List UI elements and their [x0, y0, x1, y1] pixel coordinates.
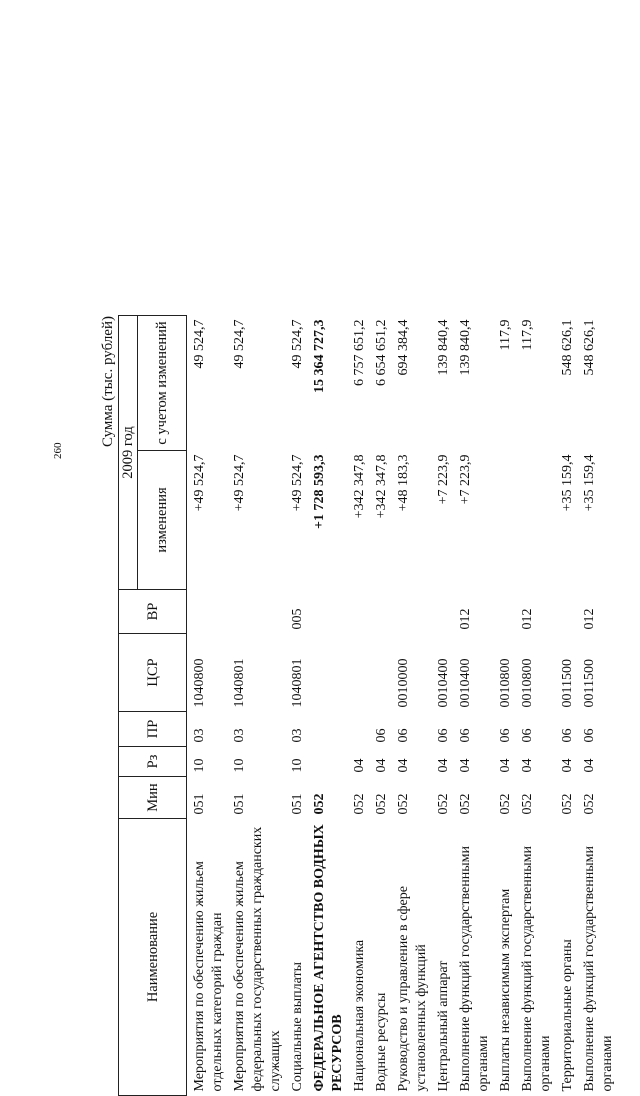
cell-csr: 0011500	[582, 659, 597, 708]
cell-change: +48 183,3	[396, 454, 411, 512]
cell-pr: 06	[436, 728, 451, 743]
cell-csr: 0010000	[396, 658, 411, 708]
cell-vr	[310, 590, 350, 634]
cell-total: 49 524,7	[232, 319, 247, 369]
cell-pr: 06	[458, 728, 473, 743]
table-row	[558, 315, 580, 1095]
table-row	[230, 315, 288, 1095]
cell-csr: 0011500	[560, 659, 575, 708]
cell-name: Социальные выплаты	[290, 961, 305, 1092]
cell-total: 49 524,7	[290, 319, 305, 369]
cell-min: 051	[290, 793, 305, 815]
cell-rz: 04	[560, 758, 575, 773]
cell-vr: 012	[520, 608, 535, 630]
cell-vr	[230, 590, 288, 634]
cell-min: 051	[192, 793, 207, 815]
cell-total: 694 384,4	[396, 319, 411, 376]
cell-min: 052	[582, 793, 597, 815]
cell-pr: 06	[374, 728, 389, 743]
header-year: 2009 год	[119, 315, 138, 589]
cell-rz: 04	[374, 758, 389, 773]
cell-name: Выполнение функций государственными органами	[582, 846, 615, 1092]
cell-name: Мероприятия по обеспечению жильем федеральных государственных гражданских служащих	[232, 826, 283, 1092]
table-row	[310, 315, 350, 1095]
cell-vr: 012	[458, 608, 473, 630]
cell-rz: 10	[232, 758, 247, 773]
page-number: 260	[52, 442, 64, 459]
cell-change: +7 223,9	[458, 454, 473, 505]
table-row	[394, 315, 434, 1095]
cell-csr	[372, 634, 394, 712]
cell-name: Выполнение функций государственными органами	[458, 846, 491, 1092]
cell-total: 6 654 651,2	[374, 319, 389, 386]
header-name: Наименование	[119, 819, 187, 1096]
cell-pr: 06	[560, 728, 575, 743]
cell-min: 052	[458, 793, 473, 815]
cell-change: +1 728 593,3	[312, 454, 327, 529]
table-row	[187, 315, 231, 1095]
cell-csr	[310, 634, 350, 712]
cell-total: 139 840,4	[436, 319, 451, 376]
cell-total: 548 626,1	[560, 319, 575, 376]
cell-min: 051	[232, 793, 247, 815]
cell-vr	[394, 590, 434, 634]
cell-name: Водные ресурсы	[374, 992, 389, 1092]
cell-pr: 06	[582, 728, 597, 743]
cell-change: +342 347,8	[374, 454, 389, 519]
cell-change: +49 524,7	[192, 454, 207, 512]
cell-csr: 1040801	[232, 658, 247, 708]
budget-sheet	[98, 316, 615, 1096]
cell-total: 15 364 727,3	[312, 319, 327, 393]
cell-pr: 06	[396, 728, 411, 743]
table-row	[288, 315, 310, 1095]
cell-min: 052	[374, 793, 389, 815]
cell-pr: 03	[232, 728, 247, 743]
cell-min: 052	[312, 793, 327, 815]
cell-vr	[434, 590, 456, 634]
cell-csr	[350, 634, 372, 712]
cell-name: Национальная экономика	[352, 939, 367, 1092]
cell-min: 052	[352, 793, 367, 815]
header-with-changes: с учетом изменений	[138, 315, 187, 450]
header-rz: Рз	[119, 747, 187, 777]
cell-min: 052	[520, 793, 535, 815]
cell-vr	[496, 590, 518, 634]
table-row	[456, 315, 496, 1095]
cell-pr	[350, 712, 372, 747]
cell-rz: 04	[458, 758, 473, 773]
cell-min: 052	[560, 793, 575, 815]
table-row	[372, 315, 394, 1095]
table-row	[580, 315, 620, 1095]
cell-total: 6 757 651,2	[352, 319, 367, 386]
cell-change	[518, 451, 558, 590]
cell-csr: 1040801	[290, 658, 305, 708]
cell-total: 139 840,4	[458, 319, 473, 376]
cell-rz: 10	[290, 758, 305, 773]
cell-min: 052	[396, 793, 411, 815]
cell-pr	[310, 712, 350, 747]
cell-csr: 0010800	[520, 658, 535, 708]
cell-change: +35 159,4	[582, 454, 597, 512]
cell-change: +342 347,8	[352, 454, 367, 519]
cell-rz: 10	[192, 758, 207, 773]
cell-pr: 03	[290, 728, 305, 743]
cell-name: Выплаты независимым экспертам	[498, 888, 513, 1092]
cell-change: +49 524,7	[232, 454, 247, 512]
cell-pr: 06	[520, 728, 535, 743]
cell-vr	[558, 590, 580, 634]
cell-rz: 04	[582, 758, 597, 773]
table-row	[518, 315, 558, 1095]
cell-csr: 1040800	[192, 658, 207, 708]
cell-name: Территориальные органы	[560, 939, 575, 1092]
header-changes: изменения	[138, 451, 187, 590]
cell-rz	[310, 747, 350, 777]
cell-vr	[372, 590, 394, 634]
cell-csr: 0010400	[436, 658, 451, 708]
table-row	[496, 315, 518, 1095]
table-row	[434, 315, 456, 1095]
cell-name: Мероприятия по обеспечению жильем отдельных категорий граждан	[192, 861, 225, 1092]
cell-pr: 06	[498, 728, 513, 743]
header-min: Мин	[119, 777, 187, 819]
cell-change: +7 223,9	[436, 454, 451, 505]
table-row	[350, 315, 372, 1095]
header-pr: ПР	[119, 712, 187, 747]
cell-name: Руководство и управление в сфере установленных функций	[396, 886, 429, 1092]
cell-vr: 012	[582, 608, 597, 630]
header-vr: ВР	[119, 590, 187, 634]
cell-rz: 04	[352, 758, 367, 773]
cell-change: +49 524,7	[290, 454, 305, 512]
cell-min: 052	[498, 793, 513, 815]
budget-table	[118, 315, 620, 1096]
cell-vr	[187, 590, 231, 634]
cell-vr: 005	[290, 608, 305, 630]
cell-total: 117,9	[498, 319, 513, 351]
cell-rz: 04	[520, 758, 535, 773]
header-csr: ЦСР	[119, 634, 187, 712]
unit-caption: Сумма (тыс. рублей)	[100, 316, 116, 448]
cell-csr: 0010400	[458, 658, 473, 708]
cell-change	[496, 451, 518, 590]
cell-pr: 03	[192, 728, 207, 743]
cell-vr	[350, 590, 372, 634]
cell-min: 052	[436, 793, 451, 815]
cell-rz: 04	[498, 758, 513, 773]
cell-csr: 0010800	[498, 658, 513, 708]
cell-change: +35 159,4	[560, 454, 575, 512]
cell-rz: 04	[436, 758, 451, 773]
cell-total: 117,9	[520, 319, 535, 351]
cell-name: ФЕДЕРАЛЬНОЕ АГЕНТСТВО ВОДНЫХ РЕСУРСОВ	[312, 824, 345, 1092]
cell-rz: 04	[396, 758, 411, 773]
cell-total: 49 524,7	[192, 319, 207, 369]
cell-name: Выполнение функций государственными органами	[520, 846, 553, 1092]
cell-total: 548 626,1	[582, 319, 597, 376]
cell-name: Центральный аппарат	[436, 960, 451, 1092]
